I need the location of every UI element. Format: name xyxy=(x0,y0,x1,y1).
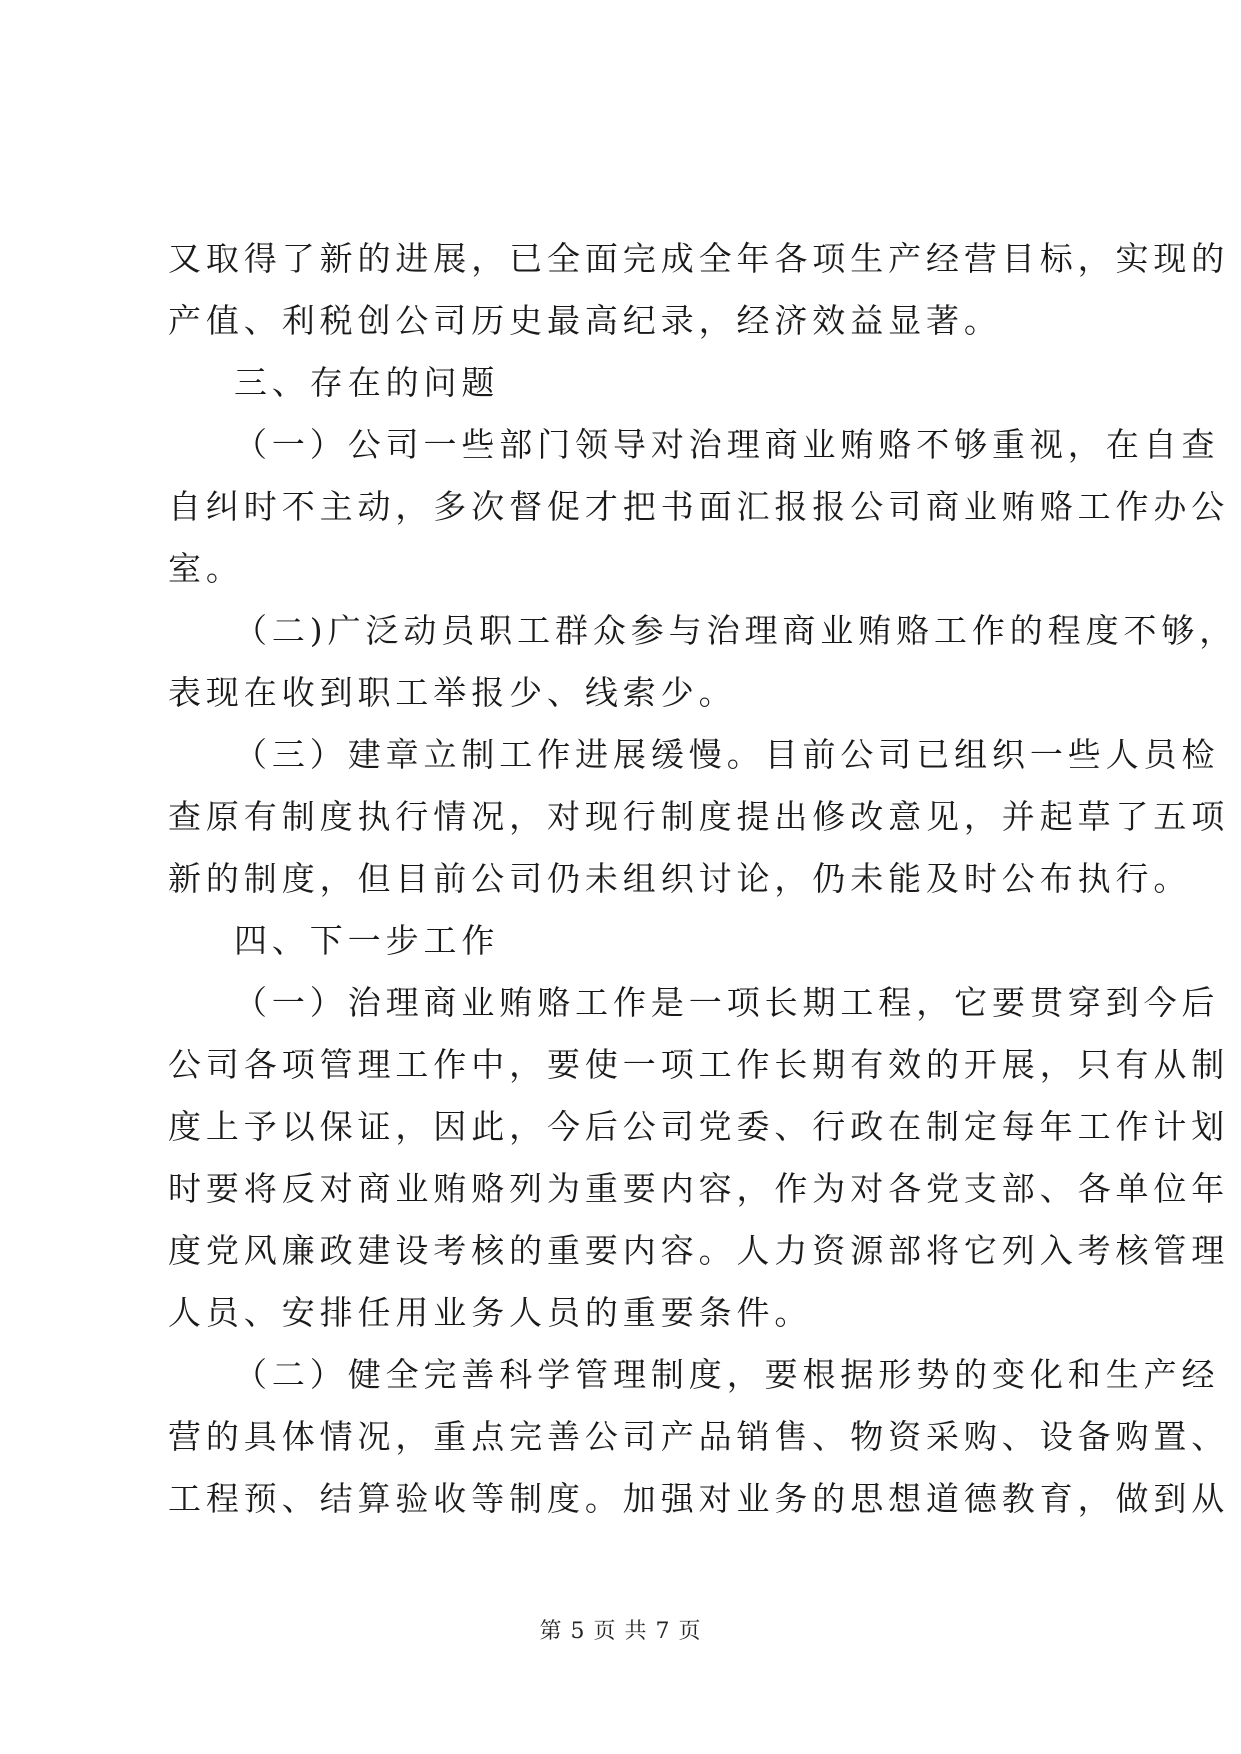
text-line: 度党风廉政建设考核的重要内容。人力资源部将它列入考核管理 xyxy=(168,1231,1230,1270)
text-line: 新的制度，但目前公司仍未组织讨论，仍未能及时公布执行。 xyxy=(168,859,1192,898)
page-footer: 第 5 页 共 7 页 xyxy=(539,1619,702,1644)
text-line: 自纠时不主动，多次督促才把书面汇报报公司商业贿赂工作办公 xyxy=(168,487,1230,526)
text-line: 又取得了新的进展，已全面完成全年各项生产经营目标，实现的 xyxy=(168,239,1230,278)
text-line: 工程预、结算验收等制度。加强对业务的思想道德教育，做到从 xyxy=(168,1479,1230,1518)
text-line: 营的具体情况，重点完善公司产品销售、物资采购、设备购置、 xyxy=(168,1417,1230,1456)
text-line: 时要将反对商业贿赂列为重要内容，作为对各党支部、各单位年 xyxy=(168,1169,1230,1208)
text-line: （三）建章立制工作进展缓慢。目前公司已组织一些人员检 xyxy=(234,735,1220,774)
text-line: （一）治理商业贿赂工作是一项长期工程，它要贯穿到今后 xyxy=(234,983,1220,1022)
text-line: 度上予以保证，因此，今后公司党委、行政在制定每年工作计划 xyxy=(168,1107,1230,1146)
text-line: 查原有制度执行情况，对现行制度提出修改意见，并起草了五项 xyxy=(168,797,1230,836)
text-line: （二）健全完善科学管理制度，要根据形势的变化和生产经 xyxy=(234,1355,1220,1394)
text-line: 室。 xyxy=(168,549,244,588)
document-body xyxy=(168,228,1238,1530)
text-line: 三、存在的问题 xyxy=(234,363,500,402)
text-line: （二)广泛动员职工群众参与治理商业贿赂工作的程度不够， xyxy=(234,611,1238,650)
text-line: 人员、安排任用业务人员的重要条件。 xyxy=(168,1293,813,1332)
text-line: 公司各项管理工作中，要使一项工作长期有效的开展，只有从制 xyxy=(168,1045,1230,1084)
text-line: 产值、利税创公司历史最高纪录，经济效益显著。 xyxy=(168,301,1002,340)
text-line: 四、下一步工作 xyxy=(234,921,500,960)
text-line: 表现在收到职工举报少、线索少。 xyxy=(168,673,737,712)
text-line: （一）公司一些部门领导对治理商业贿赂不够重视，在自查 xyxy=(234,425,1220,464)
